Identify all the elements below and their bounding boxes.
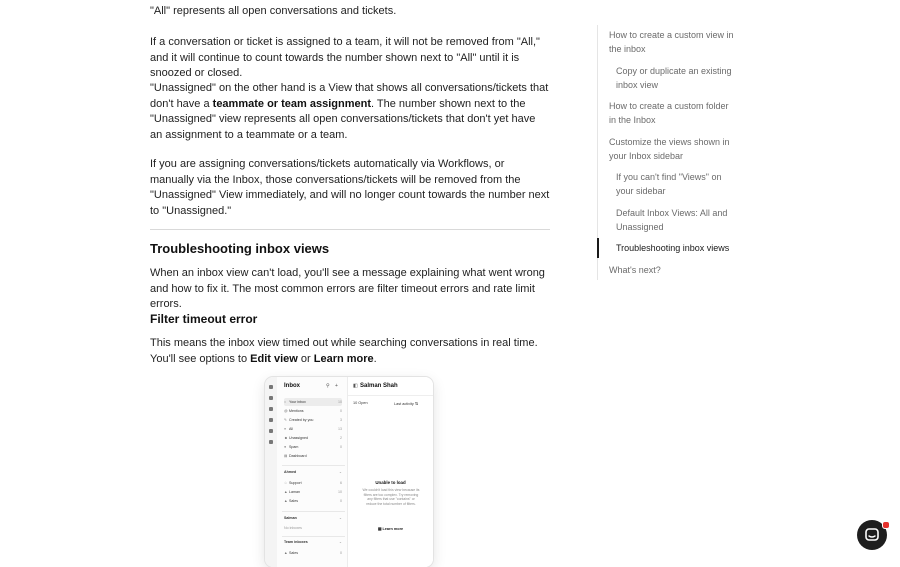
mock-flame-icon: ▲: [284, 499, 288, 503]
mock-section-label: Team inboxes: [284, 540, 308, 544]
mock-no-inboxes: No inboxes: [284, 526, 302, 530]
mock-inbox-title: Inbox: [284, 383, 300, 389]
mock-row-label: All: [289, 427, 293, 431]
mock-row-label: Mentions: [289, 409, 304, 413]
mock-row-mentions: [284, 407, 342, 415]
mock-error-title: Unable to load: [375, 480, 406, 485]
paragraph-team-assignment: If a conversation or ticket is assigned to a team, it will not be removed from "All," and it will continue to count towards the number shown next to "All" until it is snoozed or closed.: [150, 36, 540, 79]
mock-all-icon: ≡: [284, 427, 287, 431]
mock-row-label: Created by you: [289, 418, 314, 422]
rail-send-icon: [269, 429, 273, 433]
chevron-down-icon: ⌄: [338, 516, 342, 520]
mock-row-label: Unassigned: [289, 436, 308, 440]
mock-section-team: [284, 470, 342, 474]
mock-divider: [348, 395, 433, 396]
mock-row-count: 0: [340, 551, 342, 555]
toc-item-cant-find-views[interactable]: If you can't find "Views" on your sidebar: [616, 172, 722, 196]
mock-row-count: 10: [338, 400, 342, 404]
mock-row-label: Your inbox: [289, 400, 306, 404]
mock-inbox-sidebar: [277, 377, 348, 567]
mock-row-label: Laman: [289, 490, 300, 494]
mock-panel-icon: ◧: [353, 383, 358, 389]
timeout-text-1: This means the inbox view timed out while searching conversations in real time. You'll see options to: [150, 337, 538, 365]
timeout-text-3: .: [373, 352, 377, 365]
mock-row-count: 13: [338, 427, 342, 431]
mock-sort-label: [394, 401, 418, 406]
inbox-screenshot-image: [265, 377, 433, 567]
mock-section-label: Salman: [284, 516, 297, 520]
book-icon: ▦: [377, 527, 382, 531]
mock-plus-icon: +: [335, 383, 338, 389]
bold-teammate-assignment: teammate or team assignment: [212, 97, 371, 110]
mock-row-created: [284, 416, 342, 424]
mock-at-icon: @: [284, 409, 288, 413]
mock-row-label: Dashboard: [289, 454, 307, 458]
rail-list-icon: [269, 396, 273, 400]
mock-search-icon: ⚲: [326, 383, 330, 389]
toc-active-marker: [597, 238, 599, 258]
mock-learn-more: [348, 526, 433, 531]
mock-row-laman: [284, 488, 342, 496]
bold-learn-more: Learn more: [313, 352, 374, 365]
mock-row-label: Spam: [289, 445, 299, 449]
mock-row-count: 3: [340, 418, 342, 422]
toc-item-troubleshooting[interactable]: Troubleshooting inbox views: [616, 243, 730, 253]
mock-row-label: Sales: [289, 551, 298, 555]
mock-divider: [282, 536, 345, 537]
mock-row-label: Sales: [289, 499, 298, 503]
mock-row-your-inbox: [284, 398, 342, 406]
mock-row-label: Support: [289, 481, 302, 485]
rail-book-icon: [269, 407, 273, 411]
mock-row-count: 6: [340, 481, 342, 485]
mock-open-count: 10 Open: [353, 401, 368, 405]
paragraph-all-definition: "All" represents all open conversations and tickets.: [150, 5, 397, 17]
mock-trophy-icon: ☆: [284, 481, 288, 485]
timeout-text-2: or: [297, 352, 314, 365]
mock-flame-icon: ▲: [284, 490, 288, 494]
notification-badge: [882, 521, 890, 529]
mock-section-team-inboxes: [284, 540, 342, 544]
mock-row-team-sales: [284, 549, 342, 557]
mock-sort-text: Last activity: [394, 402, 414, 406]
chevron-down-icon: ⌄: [338, 540, 342, 544]
mock-row-all: [284, 425, 342, 433]
mock-row-sales: [284, 497, 342, 505]
table-of-contents: [597, 25, 758, 280]
mock-row-dashboard: [284, 452, 342, 460]
mock-dashboard-icon: ▤: [284, 454, 288, 458]
paragraph-troubleshooting-intro: When an inbox view can't load, you'll see a message explaining what went wrong and how to fix it. The most common errors are filter timeout errors and rate limit errors.: [150, 267, 545, 310]
toc-item-create-custom-view[interactable]: How to create a custom view in the inbox: [609, 30, 734, 54]
toc-item-whats-next[interactable]: What's next?: [609, 265, 661, 275]
mock-person-icon: ☻: [284, 436, 288, 440]
unassigned-text-1: "Unassigned" on the other hand is a View that shows all conversations/tickets that don't have a: [150, 82, 549, 110]
paragraph-filter-timeout: [150, 336, 550, 367]
mock-divider: [282, 511, 345, 512]
toc-item-default-views[interactable]: Default Inbox Views: All and Unassigned: [616, 208, 728, 232]
mock-error-body: We couldn't load this view because its filters are too complex. Try removing any filters that use "contains" or reduce the total number of filters.: [362, 488, 420, 506]
paragraph-unassigned: [150, 81, 550, 143]
section-divider: [150, 229, 550, 230]
mock-conversation-panel: [348, 377, 433, 567]
paragraph-workflows: If you are assigning conversations/tickets automatically via Workflows, or manually via the Inbox, those conversations/tickets will be removed from the "Unassigned" View immediately, and will no longer count towards the number next to "Unassigned.": [150, 158, 550, 217]
toc-item-copy-view[interactable]: Copy or duplicate an existing inbox view: [616, 66, 732, 90]
mock-row-count: 0: [340, 445, 342, 449]
heading-troubleshooting: Troubleshooting inbox views: [150, 241, 330, 256]
mock-inbox-icon: ○: [284, 400, 287, 404]
rail-inbox-icon: [269, 385, 273, 389]
rail-reports-icon: [269, 440, 273, 444]
mock-row-spam: [284, 443, 342, 451]
mock-view-title: Salman Shah: [360, 383, 398, 389]
mock-divider: [282, 465, 345, 466]
heading-filter-timeout: Filter timeout error: [150, 312, 258, 326]
rail-contacts-icon: [269, 418, 273, 422]
bold-edit-view: Edit view: [250, 352, 298, 365]
mock-pencil-icon: ✎: [284, 418, 288, 422]
chevron-down-icon: ⌄: [338, 470, 342, 474]
mock-row-count: 10: [338, 490, 342, 494]
mock-row-count: 0: [340, 499, 342, 503]
mock-row-count: 2: [340, 436, 342, 440]
mock-row-unassigned: [284, 434, 342, 442]
toc-item-custom-folder[interactable]: How to create a custom folder in the Inbox: [609, 101, 729, 125]
unassigned-text-2: . The number shown next to the "Unassigned" view represents all open conversations/tickets that don't yet have an assignment to a teammate or a team.: [150, 97, 536, 141]
mock-section-label: Ahmed: [284, 470, 297, 474]
mock-flame-icon: ▲: [284, 551, 288, 555]
mock-row-count: 0: [340, 409, 342, 413]
mock-spam-icon: ●: [284, 445, 287, 449]
toc-item-customize-sidebar[interactable]: Customize the views shown in your Inbox sidebar: [609, 137, 730, 161]
mock-section-salman: [284, 516, 342, 520]
mock-learn-more-label: Learn more: [382, 527, 404, 531]
chat-bubble-icon: [865, 528, 879, 542]
mock-row-support: [284, 479, 342, 487]
sort-icon: ⇅: [414, 402, 419, 406]
